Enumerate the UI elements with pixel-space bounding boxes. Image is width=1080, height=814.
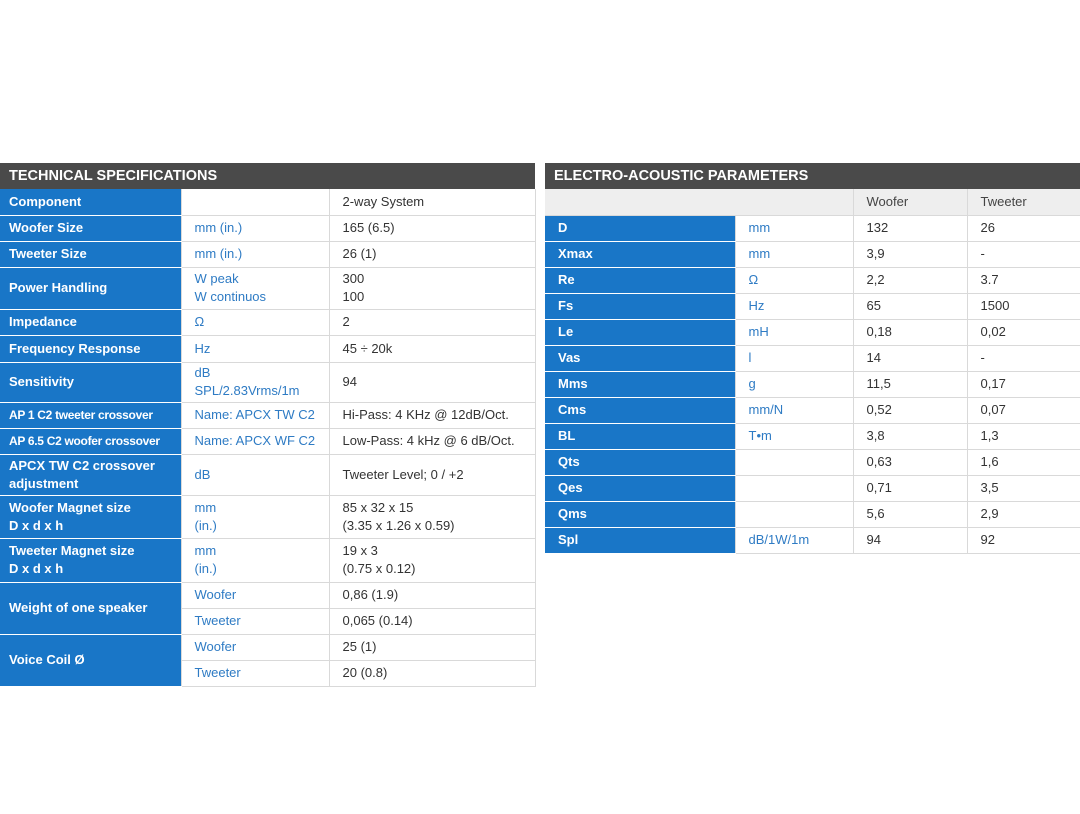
- spec-unit: Woofer: [181, 634, 329, 660]
- spec-unit-line: (in.): [194, 517, 217, 533]
- spec-label-line: Tweeter Magnet size: [9, 543, 135, 558]
- parameter-tweeter-value: -: [967, 345, 1080, 371]
- spec-value: Low-Pass: 4 kHz @ 6 dB/Oct.: [329, 428, 535, 454]
- parameter-tweeter-value: 3,5: [967, 475, 1080, 501]
- parameter-name: Spl: [545, 527, 735, 553]
- parameter-tweeter-value: 0,07: [967, 397, 1080, 423]
- parameter-name: Vas: [545, 345, 735, 371]
- spec-value: 2: [329, 309, 535, 335]
- parameter-row: [545, 241, 1080, 267]
- spec-label: [0, 538, 181, 582]
- spec-unit: dB: [181, 454, 329, 495]
- parameter-woofer-value: 3,8: [853, 423, 967, 449]
- spec-row-power-handling: [0, 267, 535, 309]
- parameter-name: BL: [545, 423, 735, 449]
- parameter-woofer-value: 5,6: [853, 501, 967, 527]
- spec-unit: Name: APCX WF C2: [181, 428, 329, 454]
- spec-value: [329, 495, 535, 538]
- spec-value: 0,86 (1.9): [329, 582, 535, 608]
- column-header-tweeter: Tweeter: [967, 189, 1080, 215]
- parameter-row: [545, 345, 1080, 371]
- spec-value: 25 (1): [329, 634, 535, 660]
- spec-row-woofer-size: [0, 215, 535, 241]
- spec-label: Tweeter Size: [0, 241, 181, 267]
- parameter-unit: T•m: [735, 423, 853, 449]
- spec-row-woofer-magnet: [0, 495, 535, 538]
- parameter-woofer-value: 3,9: [853, 241, 967, 267]
- spec-unit: mm (in.): [181, 241, 329, 267]
- spec-label: Sensitivity: [0, 362, 181, 402]
- parameter-woofer-value: 0,63: [853, 449, 967, 475]
- column-header-woofer: Woofer: [853, 189, 967, 215]
- technical-specifications-table: [0, 189, 536, 687]
- spec-value: 20 (0.8): [329, 660, 535, 686]
- spec-label-line: D x d x h: [9, 561, 64, 576]
- electro-acoustic-table: [545, 189, 1080, 554]
- spec-label: Weight of one speaker: [0, 582, 181, 634]
- spec-unit: Name: APCX TW C2: [181, 402, 329, 428]
- parameter-woofer-value: 14: [853, 345, 967, 371]
- parameter-woofer-value: 0,18: [853, 319, 967, 345]
- parameter-name: Re: [545, 267, 735, 293]
- spec-value-line: 300: [342, 271, 365, 286]
- parameter-row: [545, 475, 1080, 501]
- spec-label: AP 1 C2 tweeter crossover: [0, 402, 181, 428]
- technical-specifications-panel: [0, 163, 535, 687]
- parameter-unit: l: [735, 345, 853, 371]
- parameter-name: Le: [545, 319, 735, 345]
- spec-unit: [181, 189, 329, 215]
- parameter-row: [545, 397, 1080, 423]
- parameter-unit: mm: [735, 241, 853, 267]
- parameter-unit: Ω: [735, 267, 853, 293]
- technical-specifications-title: TECHNICAL SPECIFICATIONS: [0, 163, 535, 189]
- spec-unit: Tweeter: [181, 608, 329, 634]
- spec-row-frequency-response: [0, 335, 535, 362]
- spec-unit: [181, 495, 329, 538]
- parameter-unit: mm: [735, 215, 853, 241]
- parameter-woofer-value: 132: [853, 215, 967, 241]
- spec-label: Frequency Response: [0, 335, 181, 362]
- parameter-name: D: [545, 215, 735, 241]
- spec-label: Component: [0, 189, 181, 215]
- parameter-unit: mm/N: [735, 397, 853, 423]
- spec-unit-line: SPL/2.83Vrms/1m: [194, 383, 300, 398]
- parameter-woofer-value: 94: [853, 527, 967, 553]
- spec-value-line: 100: [342, 289, 365, 304]
- spec-unit-line: W continuos: [194, 289, 267, 304]
- spec-label: AP 6.5 C2 woofer crossover: [0, 428, 181, 454]
- electro-acoustic-rows: [545, 215, 1080, 553]
- parameter-woofer-value: 65: [853, 293, 967, 319]
- spec-value: Hi-Pass: 4 KHz @ 12dB/Oct.: [329, 402, 535, 428]
- spec-unit-line: (in.): [194, 561, 217, 576]
- spec-label-line: adjustment: [9, 475, 79, 491]
- parameter-name: Qts: [545, 449, 735, 475]
- spec-unit: [181, 362, 329, 402]
- parameter-tweeter-value: 1,6: [967, 449, 1080, 475]
- parameter-name: Mms: [545, 371, 735, 397]
- parameter-name: Qms: [545, 501, 735, 527]
- column-header-row: [545, 189, 1080, 215]
- parameter-woofer-value: 11,5: [853, 371, 967, 397]
- parameter-tweeter-value: 0,17: [967, 371, 1080, 397]
- parameter-unit: [735, 449, 853, 475]
- spec-value: [329, 538, 535, 582]
- parameter-name: Cms: [545, 397, 735, 423]
- spec-value-line: 85 x 32 x 15: [342, 499, 414, 515]
- parameter-tweeter-value: 3.7: [967, 267, 1080, 293]
- spec-label: Voice Coil Ø: [0, 634, 181, 686]
- parameter-row: [545, 527, 1080, 553]
- spec-value-line: (3.35 x 1.26 x 0.59): [342, 517, 455, 533]
- parameter-row: [545, 423, 1080, 449]
- spec-value: 45 ÷ 20k: [329, 335, 535, 362]
- spec-unit: [181, 267, 329, 309]
- parameter-unit: dB/1W/1m: [735, 527, 853, 553]
- parameter-row: [545, 215, 1080, 241]
- spec-row-impedance: [0, 309, 535, 335]
- spec-row-woofer-crossover: [0, 428, 535, 454]
- parameter-row: [545, 449, 1080, 475]
- spec-row-tweeter-size: [0, 241, 535, 267]
- parameter-tweeter-value: 0,02: [967, 319, 1080, 345]
- parameter-woofer-value: 0,52: [853, 397, 967, 423]
- spec-value-line: 19 x 3: [342, 543, 378, 558]
- spec-unit-line: dB: [194, 365, 211, 380]
- spec-value: 165 (6.5): [329, 215, 535, 241]
- spec-value: Tweeter Level; 0 / +2: [329, 454, 535, 495]
- spec-unit: Tweeter: [181, 660, 329, 686]
- spec-row-component: [0, 189, 535, 215]
- parameter-tweeter-value: 92: [967, 527, 1080, 553]
- parameter-row: [545, 371, 1080, 397]
- parameter-name: Xmax: [545, 241, 735, 267]
- spec-value: 26 (1): [329, 241, 535, 267]
- spec-unit: Hz: [181, 335, 329, 362]
- parameter-name: Qes: [545, 475, 735, 501]
- spec-row-tweeter-crossover: [0, 402, 535, 428]
- spec-row-weight-woofer: [0, 582, 535, 608]
- spec-unit-line: W peak: [194, 271, 239, 286]
- parameter-row: [545, 501, 1080, 527]
- spec-row-voice-coil-woofer: [0, 634, 535, 660]
- parameter-row: [545, 267, 1080, 293]
- spec-value: 2-way System: [329, 189, 535, 215]
- spec-unit: [181, 538, 329, 582]
- electro-acoustic-title: ELECTRO-ACOUSTIC PARAMETERS: [545, 163, 1080, 189]
- parameter-tweeter-value: 26: [967, 215, 1080, 241]
- parameter-row: [545, 319, 1080, 345]
- spec-unit: Ω: [181, 309, 329, 335]
- parameter-tweeter-value: -: [967, 241, 1080, 267]
- parameter-tweeter-value: 2,9: [967, 501, 1080, 527]
- parameter-unit: [735, 501, 853, 527]
- parameter-tweeter-value: 1500: [967, 293, 1080, 319]
- column-header-blank: [545, 189, 735, 215]
- spec-label: [0, 454, 181, 495]
- electro-acoustic-panel: [545, 163, 1080, 554]
- parameter-unit: Hz: [735, 293, 853, 319]
- spec-value: 0,065 (0.14): [329, 608, 535, 634]
- spec-label: Impedance: [0, 309, 181, 335]
- parameter-woofer-value: 2,2: [853, 267, 967, 293]
- spec-label: [0, 495, 181, 538]
- spec-row-tweeter-magnet: [0, 538, 535, 582]
- parameter-woofer-value: 0,71: [853, 475, 967, 501]
- spec-label: Woofer Size: [0, 215, 181, 241]
- spec-unit: Woofer: [181, 582, 329, 608]
- spec-label-line: APCX TW C2 crossover: [9, 457, 155, 473]
- parameter-tweeter-value: 1,3: [967, 423, 1080, 449]
- column-header-blank: [735, 189, 853, 215]
- parameter-name: Fs: [545, 293, 735, 319]
- spec-unit: mm (in.): [181, 215, 329, 241]
- spec-unit-line: mm: [194, 543, 217, 558]
- spec-unit-line: mm: [194, 499, 217, 515]
- spec-label-line: D x d x h: [9, 517, 64, 533]
- spec-row-sensitivity: [0, 362, 535, 402]
- parameter-unit: mH: [735, 319, 853, 345]
- spec-label: Power Handling: [0, 267, 181, 309]
- parameter-unit: g: [735, 371, 853, 397]
- parameter-unit: [735, 475, 853, 501]
- spec-row-crossover-adjustment: [0, 454, 535, 495]
- spec-value-line: (0.75 x 0.12): [342, 561, 416, 576]
- parameter-row: [545, 293, 1080, 319]
- spec-label-line: Woofer Magnet size: [9, 499, 131, 515]
- spec-value: [329, 267, 535, 309]
- spec-value: 94: [329, 362, 535, 402]
